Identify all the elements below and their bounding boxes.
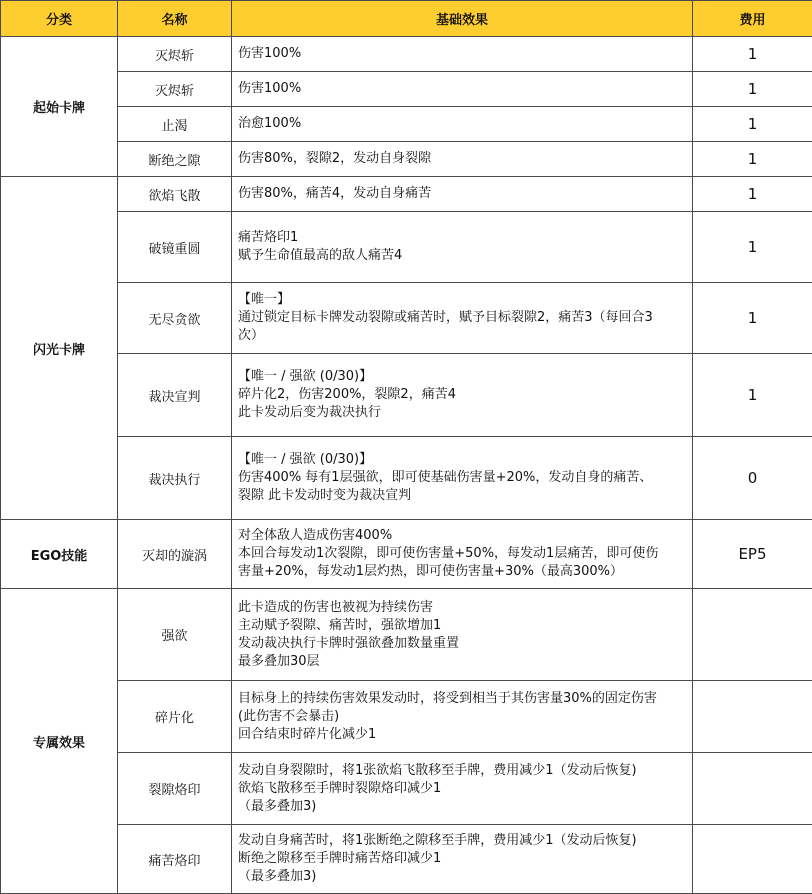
table-row [1,283,812,354]
card-name: 裁决宣判 [118,354,232,437]
effect-line: 此卡发动后变为裁决执行 [238,404,686,422]
category-cell: 专属效果 [1,589,118,894]
cost-cell: 1 [693,354,812,437]
cost-cell: 1 [693,177,812,212]
effect-line: 伤害80%，痛苦4，发动自身痛苦 [238,185,686,203]
effect-cell [232,107,693,142]
card-name: 灭烬斩 [118,37,232,72]
effect-line: 伤害100% [238,45,686,63]
table-row [1,437,812,520]
effect-line: 【唯一 / 强欲 (0/30)】 [238,451,686,469]
effect-cell [232,589,693,681]
effect-line: 次） [238,327,686,345]
cost-cell: 0 [693,437,812,520]
table-row [1,142,812,177]
effect-cell [232,177,693,212]
header-category: 分类 [1,1,118,37]
effect-cell [232,72,693,107]
effect-line: （最多叠加3) [238,798,686,816]
table-row [1,37,812,72]
effect-line: 伤害400% 每有1层强欲，即可使基础伤害量+20%，发动自身的痛苦、 [238,469,686,487]
effect-line: 此卡造成的伤害也被视为持续伤害 [238,599,686,617]
effect-line: 欲焰飞散移至手牌时裂隙烙印减少1 [238,780,686,798]
card-name: 破镜重圆 [118,212,232,283]
effect-cell [232,212,693,283]
cost-cell: EP5 [693,520,812,589]
card-name: 灭却的漩涡 [118,520,232,589]
card-name: 欲焰飞散 [118,177,232,212]
category-cell: 闪光卡牌 [1,177,118,520]
effect-line: 【唯一】 [238,291,686,309]
header-cost: 费用 [693,1,812,37]
card-name: 灭烬斩 [118,72,232,107]
header-effect: 基础效果 [232,1,693,37]
effect-cell [232,825,693,894]
card-name: 裂隙烙印 [118,753,232,825]
effect-line: 回合结束时碎片化减少1 [238,726,686,744]
table-row [1,107,812,142]
cost-cell: 1 [693,107,812,142]
card-name: 无尽贪欲 [118,283,232,354]
table-row [1,212,812,283]
table-header-row [1,1,812,37]
effect-cell [232,37,693,72]
effect-line: 本回合每发动1次裂隙，即可使伤害量+50%，每发动1层痛苦，即可使伤 [238,545,686,563]
card-name: 痛苦烙印 [118,825,232,894]
cost-cell: 1 [693,142,812,177]
card-name: 强欲 [118,589,232,681]
effect-line: 通过锁定目标卡牌发动裂隙或痛苦时，赋予目标裂隙2，痛苦3（每回合3 [238,309,686,327]
table-row [1,825,812,894]
effect-line: 主动赋予裂隙、痛苦时，强欲增加1 [238,617,686,635]
cost-cell: 1 [693,37,812,72]
effect-line: 治愈100% [238,115,686,133]
table-row [1,354,812,437]
effect-line: 害量+20%，每发动1层灼热，即可使伤害量+30%（最高300%） [238,563,686,581]
effect-line: 痛苦烙印1 [238,229,686,247]
category-cell: EGO技能 [1,520,118,589]
effect-cell [232,681,693,753]
card-name: 止渴 [118,107,232,142]
effect-line: 赋予生命值最高的敌人痛苦4 [238,247,686,265]
effect-line: 发动自身痛苦时，将1张断绝之隙移至手牌，费用减少1（发动后恢复) [238,832,686,850]
category-cell: 起始卡牌 [1,37,118,177]
cost-cell [693,825,812,894]
effect-line: 裂隙 此卡发动时变为裁决宣判 [238,487,686,505]
effect-cell [232,283,693,354]
card-name: 断绝之隙 [118,142,232,177]
table-row [1,177,812,212]
cost-cell [693,753,812,825]
table-row [1,520,812,589]
effect-cell [232,142,693,177]
cost-cell [693,681,812,753]
table-row [1,753,812,825]
effect-cell [232,520,693,589]
effect-line: 最多叠加30层 [238,653,686,671]
card-name: 裁决执行 [118,437,232,520]
effect-cell [232,437,693,520]
effect-line: 伤害100% [238,80,686,98]
cost-cell: 1 [693,283,812,354]
effect-line: 发动自身裂隙时，将1张欲焰飞散移至手牌，费用减少1（发动后恢复) [238,762,686,780]
effect-line: 目标身上的持续伤害效果发动时，将受到相当于其伤害量30%的固定伤害 [238,690,686,708]
table-row [1,589,812,681]
table-row [1,72,812,107]
effect-line: 发动裁决执行卡牌时强欲叠加数量重置 [238,635,686,653]
effect-line: 对全体敌人造成伤害400% [238,527,686,545]
card-name: 碎片化 [118,681,232,753]
cost-cell: 1 [693,212,812,283]
cost-cell [693,589,812,681]
effect-cell [232,753,693,825]
effect-line: 断绝之隙移至手牌时痛苦烙印减少1 [238,850,686,868]
header-name: 名称 [118,1,232,37]
effect-line: 伤害80%，裂隙2，发动自身裂隙 [238,150,686,168]
effect-line: (此伤害不会暴击) [238,708,686,726]
effect-cell [232,354,693,437]
effect-line: 碎片化2，伤害200%，裂隙2，痛苦4 [238,386,686,404]
table-row [1,681,812,753]
cost-cell: 1 [693,72,812,107]
effect-line: 【唯一 / 强欲 (0/30)】 [238,368,686,386]
effect-line: （最多叠加3) [238,868,686,886]
